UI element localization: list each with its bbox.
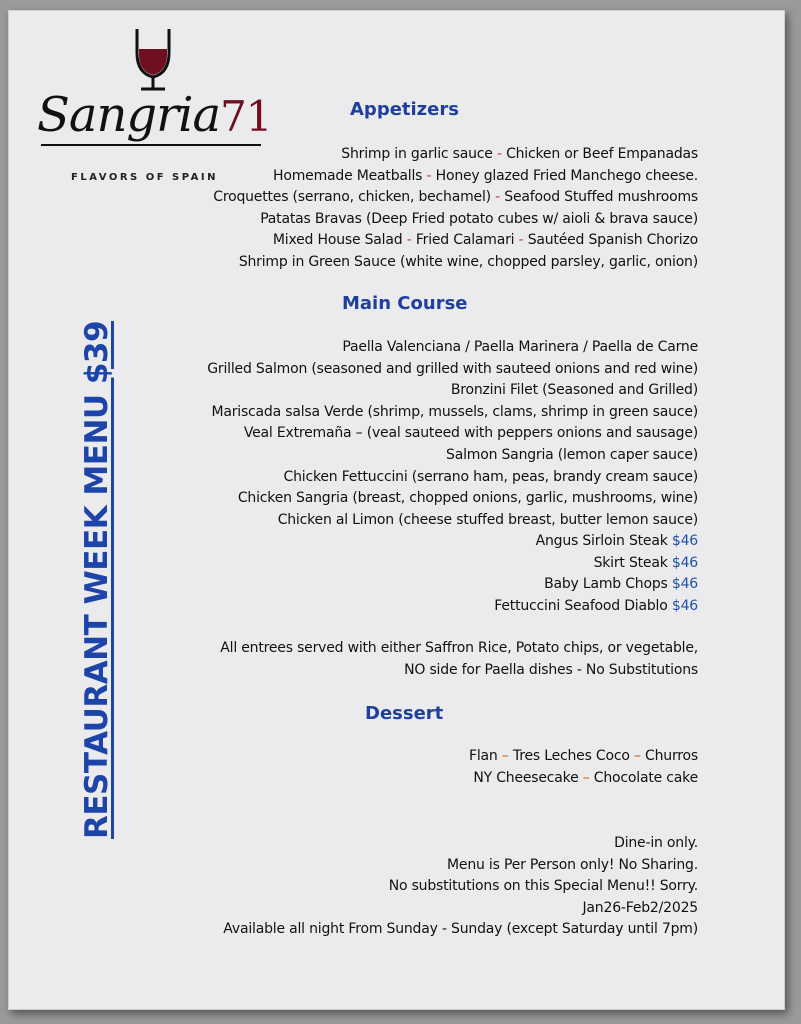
upcharge-price: $46 (671, 554, 698, 571)
main-course-item: Chicken al Limon (cheese stuffed breast, butter lemon sauce) (277, 511, 698, 528)
logo-number: 71 (220, 92, 272, 141)
appetizer-item: Honey glazed Fried Manchego cheese. (435, 167, 698, 184)
footer-line: Menu is Per Person only! No Sharing. (447, 856, 698, 873)
menu-line (213, 230, 698, 252)
menu-line (213, 209, 698, 231)
menu-line (213, 187, 698, 209)
appetizer-item: Patatas Bravas (Deep Fried potato cubes w/ aioli & brava sauce) (260, 210, 698, 227)
dessert-item: NY Cheesecake (473, 769, 579, 786)
upcharge-item (494, 553, 698, 575)
separator: - (514, 232, 528, 249)
appetizer-item: Chicken or Beef Empanadas (506, 146, 698, 162)
appetizer-item: Homemade Meatballs (273, 167, 423, 184)
main-course-item: Chicken Sangria (breast, chopped onions, garlic, mushrooms, wine) (237, 490, 698, 507)
upcharge-name: Baby Lamb Chops (544, 576, 672, 593)
separator: - (402, 232, 416, 249)
upcharge-item (494, 531, 698, 553)
logo-name: Sangria (37, 87, 221, 143)
footer-line: Dine-in only. (614, 835, 698, 851)
note-line: NO side for Paella dishes - No Substitutions (404, 661, 698, 678)
dessert-item: Chocolate cake (593, 769, 698, 786)
upcharge-price: $46 (671, 597, 698, 614)
menu-line (213, 144, 698, 166)
menu-footer (223, 833, 698, 941)
main-course-heading: Main Course (342, 293, 468, 314)
main-course-item: Paella Valenciana / Paella Marinera / Paella de Carne (342, 339, 698, 355)
restaurant-week-banner: RESTAURANT WEEK MENU $39 (79, 320, 115, 839)
menu-page (8, 10, 785, 1010)
upcharge-name: Skirt Steak (593, 554, 672, 571)
footer-line: Jan26-Feb2/2025 (582, 899, 698, 916)
main-course-item: Chicken Fettuccini (serrano ham, peas, brandy cream sauce) (283, 468, 698, 485)
main-course-item: Bronzini Filet (Seasoned and Grilled) (450, 382, 698, 399)
upcharge-list (494, 531, 698, 617)
menu-line (469, 768, 698, 790)
appetizer-item: Fried Calamari (415, 232, 515, 249)
appetizers-heading: Appetizers (350, 99, 459, 120)
separator: - (422, 167, 436, 184)
appetizer-item: Seafood Stuffed mushrooms (504, 189, 698, 206)
separator: – (497, 748, 513, 764)
upcharge-name: Fettuccini Seafood Diablo (494, 597, 672, 614)
upcharge-item (494, 596, 698, 618)
main-course-item: Salmon Sangria (lemon caper sauce) (446, 446, 698, 463)
note-line: All entrees served with either Saffron Rice, Potato chips, or vegetable, (220, 640, 698, 656)
menu-line (213, 252, 698, 274)
dessert-item: Churros (645, 748, 698, 764)
footer-line: No substitutions on this Special Menu!! Sorry. (388, 878, 698, 895)
menu-line (469, 746, 698, 768)
appetizer-item: Shrimp in Green Sauce (white wine, chopped parsley, garlic, onion) (238, 253, 698, 270)
main-course-item: Mariscada salsa Verde (shrimp, mussels, clams, shrimp in green sauce) (211, 403, 698, 420)
separator: - (492, 146, 507, 162)
appetizer-item: Sautéed Spanish Chorizo (527, 232, 698, 249)
appetizer-item: Croquettes (serrano, chicken, bechamel) (213, 189, 491, 206)
appetizer-item: Shrimp in garlic sauce (341, 146, 493, 162)
upcharge-price: $46 (671, 533, 698, 549)
appetizers-list (213, 144, 698, 274)
separator: – (629, 748, 646, 764)
dessert-heading: Dessert (365, 703, 444, 724)
logo-tagline: FLAVORS OF SPAIN (71, 172, 218, 183)
upcharge-item (494, 574, 698, 596)
main-course-item: Grilled Salmon (seasoned and grilled with sauteed onions and red wine) (207, 360, 698, 377)
menu-line (213, 166, 698, 188)
dessert-list (469, 746, 698, 789)
footer-line: Available all night From Sunday - Sunday (except Saturday until 7pm) (223, 921, 698, 938)
appetizer-item: Mixed House Salad (272, 232, 403, 249)
dessert-item: Flan (469, 748, 498, 764)
separator: – (578, 769, 594, 786)
upcharge-name: Angus Sirloin Steak (535, 533, 672, 549)
dessert-item: Tres Leches Coco (512, 748, 630, 764)
main-course-item: Veal Extremaña – (veal sauteed with peppers onions and sausage) (243, 425, 698, 442)
entree-note (220, 638, 698, 681)
separator: - (490, 189, 505, 206)
main-course-list (207, 337, 698, 531)
upcharge-price: $46 (671, 576, 698, 593)
